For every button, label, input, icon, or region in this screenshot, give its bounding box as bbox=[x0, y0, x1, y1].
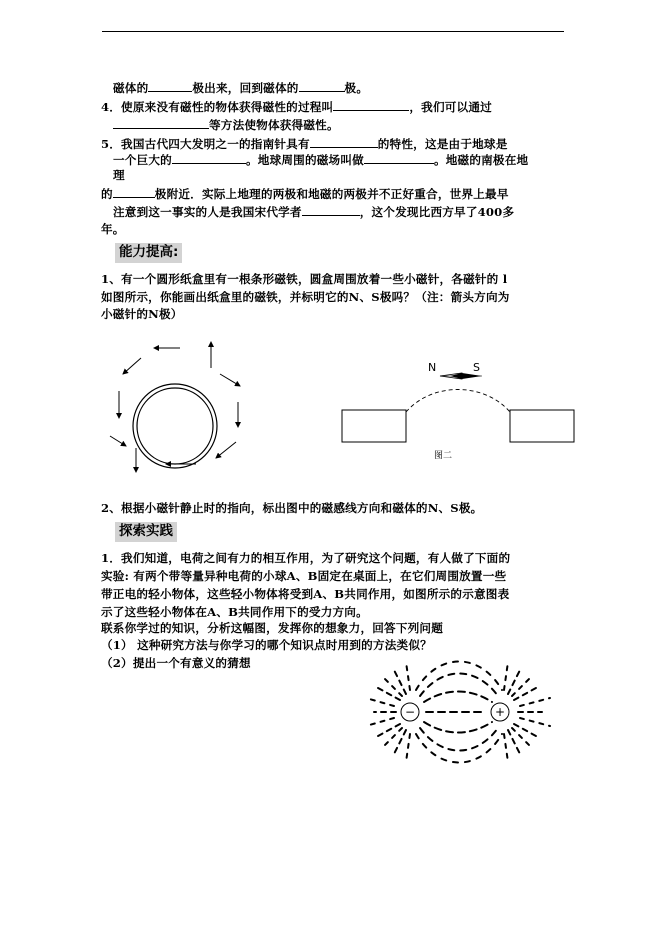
compass-arrow-upper-right bbox=[220, 374, 240, 386]
section-explore-title: 探索实践 bbox=[115, 522, 177, 542]
explore-line-5: 联系你学过的知识，分析这幅图，发挥你的想象力，回答下列问题 bbox=[101, 621, 444, 635]
right-magnet-block bbox=[510, 410, 574, 442]
q5-blank-1[interactable] bbox=[310, 136, 378, 148]
q5-line-6: 年。 bbox=[101, 222, 125, 236]
q5-line-5: 注意到这一事实的人是我国宋代学者 ，这个发现比西方早了400多 bbox=[113, 205, 515, 219]
figure-dipole-field bbox=[358, 650, 558, 778]
needle-s-label: S bbox=[473, 361, 480, 374]
ability-q2-line: 2、根据小磁针静止时的指向，标出图中的磁感线方向和磁体的N、S极。 bbox=[101, 501, 483, 515]
ability-q1-line-2: 如图所示，你能画出纸盒里的磁铁，并标明它的N、S极吗？（注：箭头方向为 bbox=[101, 290, 510, 304]
q5-blank-4[interactable] bbox=[113, 186, 155, 198]
compass-arrow-upper-left bbox=[123, 358, 141, 374]
ability-q1-line-1: 1、有一个圆形纸盒里有一根条形磁铁，圆盒周围放着一些小磁针，各磁针的 l bbox=[101, 272, 508, 286]
q5-blank-2[interactable] bbox=[172, 152, 246, 164]
q5-line-4: 的 极附近．实际上地理的两极和地磁的两极并不正好重合，世界上最早 bbox=[101, 187, 509, 201]
q5-line-1: 5．我国古代四大发明之一的指南针具有 的特性，这是由于地球是 bbox=[101, 137, 508, 151]
paper-box-outer-circle bbox=[133, 384, 217, 468]
q4-line-1: 4．使原来没有磁性的物体获得磁性的过程叫 ，我们可以通过 bbox=[101, 100, 492, 114]
explore-question-1: （1） 这种研究方法与你学习的哪个知识点时用到的方法类似？ bbox=[101, 638, 432, 652]
q5-line-2: 一个巨大的 。地球周围的磁场叫做 。地磁的南极在地 bbox=[113, 153, 529, 167]
left-magnet-block bbox=[342, 410, 406, 442]
explore-line-4: 示了这些轻小物体在A、B共同作用下的受力方向。 bbox=[101, 605, 368, 619]
q3-blank-1[interactable] bbox=[148, 80, 192, 92]
paper-box-inner-circle bbox=[137, 388, 213, 464]
q3-blank-2[interactable] bbox=[299, 80, 345, 92]
magnetic-field-arc bbox=[406, 390, 510, 413]
q5-blank-5[interactable] bbox=[302, 204, 360, 216]
explore-question-2: （2）提出一个有意义的猜想 bbox=[101, 656, 251, 670]
q3-tail-line: 磁体的 极出来，回到磁体的 极。 bbox=[113, 81, 369, 95]
negative-charge-label: − bbox=[404, 705, 416, 719]
compass-arrow-lower-right bbox=[216, 442, 236, 458]
ability-q1-line-3: 小磁针的N极） bbox=[101, 307, 183, 321]
field-line-dashes bbox=[366, 662, 550, 763]
explore-line-1: 1．我们知道，电荷之间有力的相互作用，为了研究这个问题，有人做了下面的 bbox=[101, 551, 511, 565]
section-ability-title: 能力提高: bbox=[115, 243, 182, 263]
q5-line-3: 理 bbox=[113, 168, 125, 182]
figure-circle-compasses bbox=[100, 336, 260, 476]
explore-line-2: 实验: 有两个带等量异种电荷的小球A、B固定在桌面上，在它们周围放置一些 bbox=[101, 569, 507, 583]
figure-two-magnets bbox=[336, 354, 578, 466]
q5-blank-3[interactable] bbox=[364, 152, 434, 164]
positive-charge-label: + bbox=[494, 705, 506, 719]
needle-n-label: N bbox=[428, 361, 437, 374]
explore-line-3: 带正电的轻小物体，这些轻小物体将受到A、B共同作用，如图所示的示意图表 bbox=[101, 587, 510, 601]
figure-two-caption: 图二 bbox=[434, 451, 453, 461]
compass-arrow-lower-left bbox=[110, 436, 126, 446]
q4-line-2: 等方法使物体获得磁性。 bbox=[113, 117, 339, 133]
q4-blank-1[interactable] bbox=[333, 99, 409, 111]
q4-blank-2[interactable] bbox=[113, 117, 209, 129]
header-rule bbox=[102, 31, 564, 32]
